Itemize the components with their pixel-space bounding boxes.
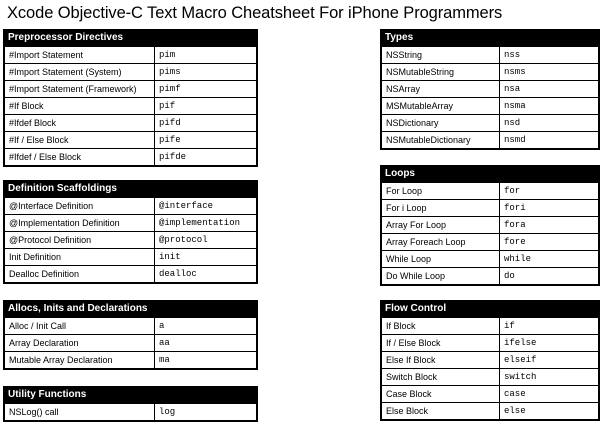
- macro-description: NSLog() call: [5, 404, 155, 421]
- table-row: [5, 404, 257, 421]
- macro-shortcut: nss: [500, 47, 599, 64]
- macro-shortcut: nsma: [500, 98, 599, 115]
- macro-description: Dealloc Definition: [5, 266, 155, 283]
- macro-description: Alloc / Init Call: [5, 318, 155, 335]
- macro-shortcut: ifelse: [500, 335, 599, 352]
- macro-description: @Protocol Definition: [5, 232, 155, 249]
- table-row: [5, 198, 257, 215]
- section-title: Preprocessor Directives: [8, 32, 124, 43]
- macro-description: #Import Statement (Framework): [5, 81, 155, 98]
- macro-shortcut: elseif: [500, 352, 599, 369]
- macro-shortcut: if: [500, 318, 599, 335]
- macro-description: #Import Statement (System): [5, 64, 155, 81]
- section-title: Allocs, Inits and Declarations: [8, 303, 148, 314]
- table-row: [382, 115, 599, 132]
- table-row: [5, 232, 257, 249]
- macro-description: NSMutableDictionary: [382, 132, 500, 149]
- table-row: [5, 318, 257, 335]
- macro-shortcut: pims: [155, 64, 257, 81]
- macro-shortcut: init: [155, 249, 257, 266]
- macro-shortcut: @implementation: [155, 215, 257, 232]
- section-flow-control: [380, 300, 600, 421]
- section-loops: [380, 165, 600, 286]
- table-row: [382, 47, 599, 64]
- macro-shortcut: aa: [155, 335, 257, 352]
- macro-shortcut: nsms: [500, 64, 599, 81]
- macro-table: [4, 197, 257, 283]
- table-row: [5, 64, 257, 81]
- macro-description: #If Block: [5, 98, 155, 115]
- macro-description: Else If Block: [382, 352, 500, 369]
- macro-description: NSDictionary: [382, 115, 500, 132]
- macro-description: If / Else Block: [382, 335, 500, 352]
- macro-shortcut: do: [500, 268, 599, 285]
- table-row: [5, 215, 257, 232]
- macro-shortcut: log: [155, 404, 257, 421]
- macro-shortcut: nsmd: [500, 132, 599, 149]
- macro-description: NSString: [382, 47, 500, 64]
- macro-shortcut: while: [500, 251, 599, 268]
- section-types: [380, 29, 600, 150]
- section-title: Utility Functions: [8, 389, 87, 400]
- macro-shortcut: for: [500, 183, 599, 200]
- macro-shortcut: ma: [155, 352, 257, 369]
- section-utility-functions: [3, 386, 258, 422]
- macro-shortcut: nsd: [500, 115, 599, 132]
- macro-description: For Loop: [382, 183, 500, 200]
- macro-description: Do While Loop: [382, 268, 500, 285]
- macro-table: [4, 317, 257, 369]
- macro-shortcut: else: [500, 403, 599, 420]
- section-preprocessor-directives: [3, 29, 258, 167]
- table-row: [382, 386, 599, 403]
- table-row: [5, 352, 257, 369]
- table-row: [382, 234, 599, 251]
- macro-shortcut: dealloc: [155, 266, 257, 283]
- macro-shortcut: fori: [500, 200, 599, 217]
- table-row: [5, 81, 257, 98]
- macro-description: Switch Block: [382, 369, 500, 386]
- table-row: [382, 98, 599, 115]
- macro-shortcut: pifde: [155, 149, 257, 166]
- section-definition-scaffoldings: [3, 180, 258, 284]
- section-title: Flow Control: [385, 303, 447, 314]
- table-row: [5, 149, 257, 166]
- table-row: [5, 266, 257, 283]
- section-title: Definition Scaffoldings: [8, 183, 117, 194]
- macro-shortcut: fore: [500, 234, 599, 251]
- section-title: Loops: [385, 168, 415, 179]
- macro-description: Array For Loop: [382, 217, 500, 234]
- macro-shortcut: @protocol: [155, 232, 257, 249]
- macro-shortcut: @interface: [155, 198, 257, 215]
- table-row: [382, 132, 599, 149]
- table-row: [382, 318, 599, 335]
- table-row: [382, 183, 599, 200]
- macro-description: NSArray: [382, 81, 500, 98]
- macro-table: [4, 403, 257, 421]
- macro-shortcut: a: [155, 318, 257, 335]
- macro-table: [4, 46, 257, 166]
- macro-description: Mutable Array Declaration: [5, 352, 155, 369]
- macro-table: [381, 46, 599, 149]
- macro-shortcut: pife: [155, 132, 257, 149]
- table-row: [5, 335, 257, 352]
- table-row: [382, 251, 599, 268]
- macro-description: #Import Statement: [5, 47, 155, 64]
- macro-description: Else Block: [382, 403, 500, 420]
- table-row: [382, 369, 599, 386]
- macro-description: Case Block: [382, 386, 500, 403]
- table-row: [5, 132, 257, 149]
- macro-shortcut: nsa: [500, 81, 599, 98]
- macro-shortcut: case: [500, 386, 599, 403]
- table-row: [382, 268, 599, 285]
- macro-shortcut: pimf: [155, 81, 257, 98]
- macro-shortcut: switch: [500, 369, 599, 386]
- macro-description: Init Definition: [5, 249, 155, 266]
- macro-description: If Block: [382, 318, 500, 335]
- table-row: [5, 115, 257, 132]
- macro-shortcut: pim: [155, 47, 257, 64]
- macro-description: NSMutableString: [382, 64, 500, 81]
- macro-description: For i Loop: [382, 200, 500, 217]
- page-title: Xcode Objective-C Text Macro Cheatsheet For iPhone Programmers: [7, 4, 503, 22]
- macro-table: [381, 317, 599, 420]
- macro-description: MSMutableArray: [382, 98, 500, 115]
- table-row: [5, 98, 257, 115]
- macro-description: @Implementation Definition: [5, 215, 155, 232]
- macro-description: #If / Else Block: [5, 132, 155, 149]
- macro-description: @Interface Definition: [5, 198, 155, 215]
- macro-description: Array Foreach Loop: [382, 234, 500, 251]
- macro-description: #Ifdef / Else Block: [5, 149, 155, 166]
- table-row: [382, 81, 599, 98]
- table-row: [382, 217, 599, 234]
- table-row: [382, 64, 599, 81]
- table-row: [382, 200, 599, 217]
- macro-shortcut: pifd: [155, 115, 257, 132]
- macro-shortcut: pif: [155, 98, 257, 115]
- table-row: [382, 335, 599, 352]
- table-row: [382, 352, 599, 369]
- macro-description: Array Declaration: [5, 335, 155, 352]
- macro-table: [381, 182, 599, 285]
- table-row: [382, 403, 599, 420]
- macro-description: While Loop: [382, 251, 500, 268]
- table-row: [5, 47, 257, 64]
- table-row: [5, 249, 257, 266]
- macro-description: #Ifdef Block: [5, 115, 155, 132]
- macro-shortcut: fora: [500, 217, 599, 234]
- section-title: Types: [385, 32, 414, 43]
- section-allocs-inits-declarations: [3, 300, 258, 370]
